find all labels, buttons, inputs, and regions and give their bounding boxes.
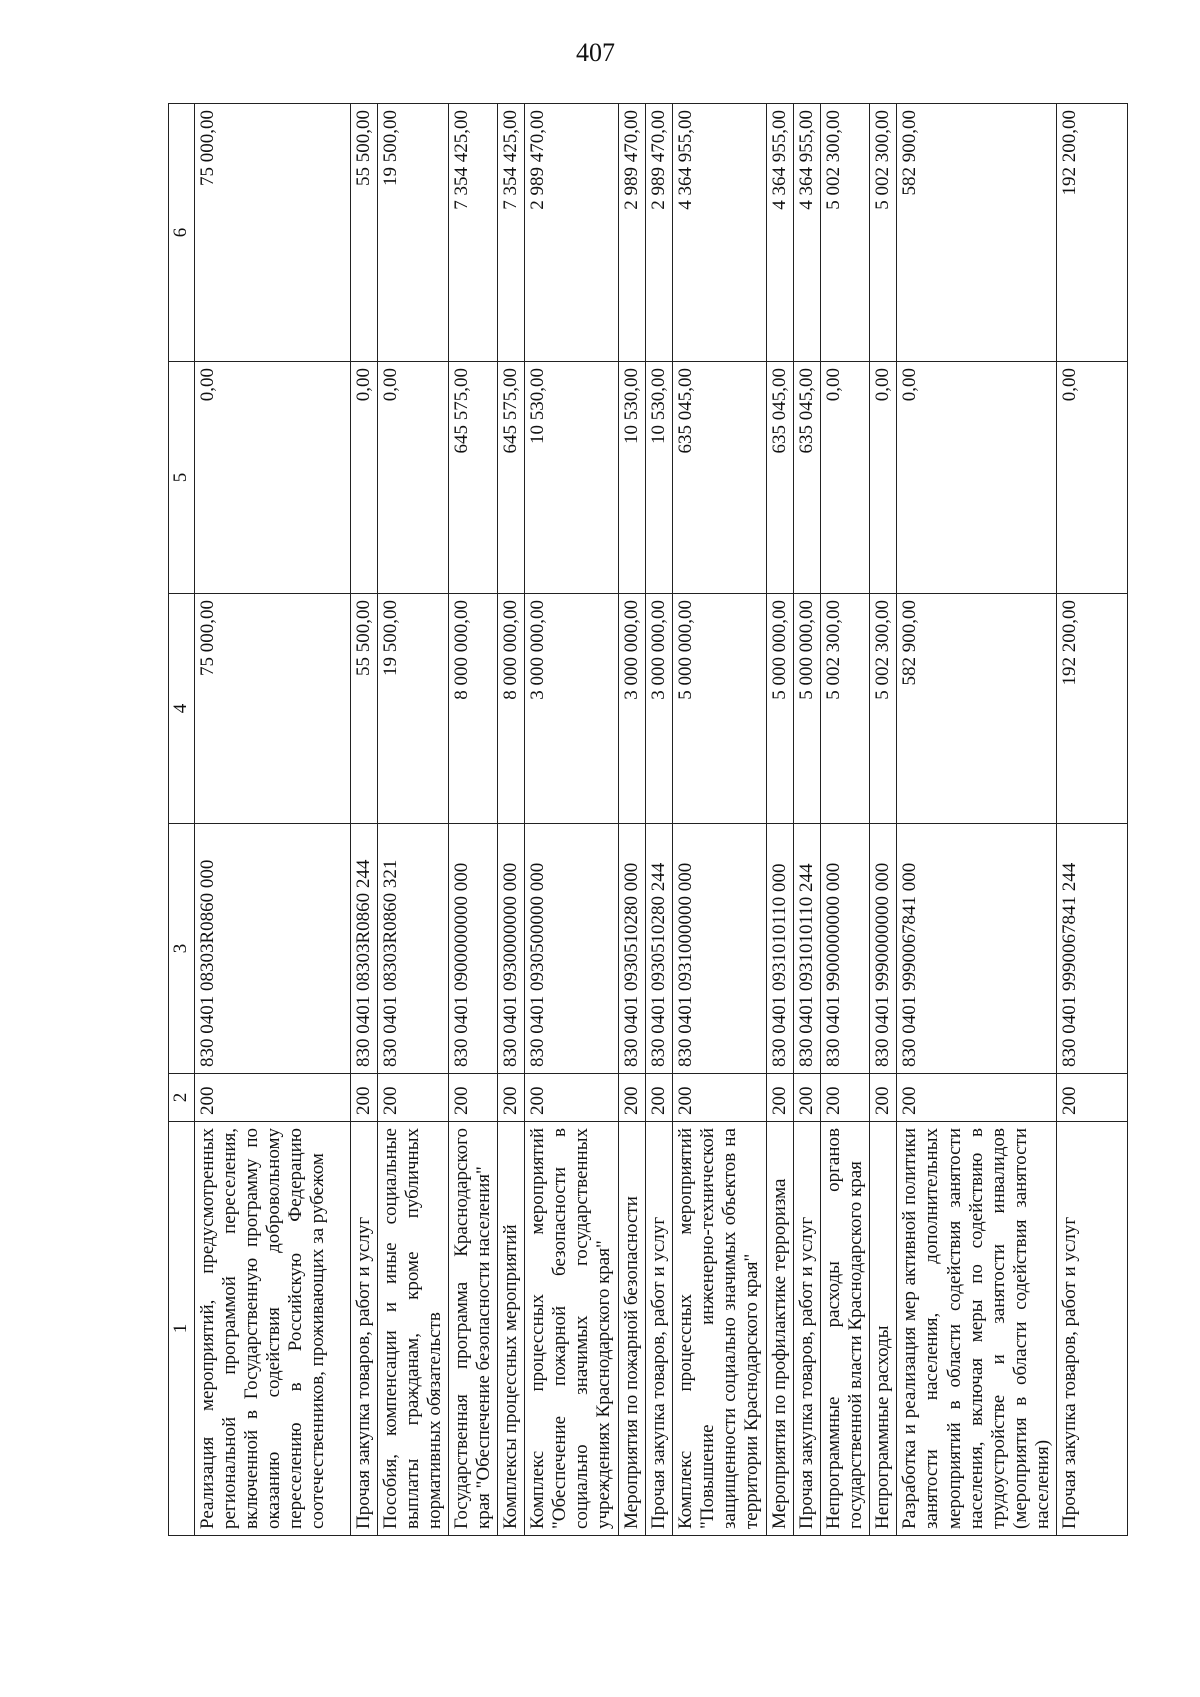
row-name: Разработка и реализация мер активной политики занятости населения, дополнительных мероприятий в области содействия занятости населения, включая меры по содействию в трудоустройстве и занятости инвалидов (мероприятия в области содействия занятости населения): [897, 1122, 1056, 1536]
row-col5: 10 530,00: [646, 362, 673, 594]
table-row: [794, 104, 821, 1536]
table-row: [498, 104, 525, 1536]
table-row: [767, 104, 794, 1536]
row-col4: 5 000 000,00: [794, 594, 821, 824]
row-col2: 200: [449, 1074, 498, 1122]
row-col5: 0,00: [378, 362, 449, 594]
row-col3: 830 0401 08303R0860 321: [378, 824, 449, 1074]
row-name: Пособия, компенсации и иные социальные выплаты гражданам, кроме публичных нормативных обязательств: [378, 1122, 449, 1536]
row-col5: 0,00: [1056, 362, 1127, 594]
table-row: [646, 104, 673, 1536]
row-name: Прочая закупка товаров, работ и услуг: [794, 1122, 821, 1536]
row-col6: 2 989 470,00: [646, 104, 673, 362]
row-col6: 7 354 425,00: [449, 104, 498, 362]
row-name: Прочая закупка товаров, работ и услуг: [646, 1122, 673, 1536]
table-row: [1056, 104, 1127, 1536]
row-col6: 55 500,00: [351, 104, 378, 362]
row-col4: 55 500,00: [351, 594, 378, 824]
row-col3: 830 0401 0930500000 000: [525, 824, 619, 1074]
row-col3: 830 0401 9990067841 244: [1056, 824, 1127, 1074]
row-col6: 19 500,00: [378, 104, 449, 362]
table-rotated-container: [168, 104, 1128, 1536]
row-col3: 830 0401 0931000000 000: [673, 824, 767, 1074]
row-col5: 635 045,00: [794, 362, 821, 594]
row-col4: 8 000 000,00: [498, 594, 525, 824]
row-col2: 200: [498, 1074, 525, 1122]
row-col3: 830 0401 0931010110 244: [794, 824, 821, 1074]
header-col-3: 3: [169, 824, 195, 1074]
table-row: [351, 104, 378, 1536]
row-col4: 5 000 000,00: [767, 594, 794, 824]
table-row: [449, 104, 498, 1536]
row-col4: 582 900,00: [897, 594, 1056, 824]
table-row: [673, 104, 767, 1536]
row-col6: 192 200,00: [1056, 104, 1127, 362]
row-col2: 200: [897, 1074, 1056, 1122]
row-col4: 5 002 300,00: [821, 594, 870, 824]
row-col6: 582 900,00: [897, 104, 1056, 362]
row-col5: 10 530,00: [619, 362, 646, 594]
row-col3: 830 0401 0930510280 244: [646, 824, 673, 1074]
header-col-2: 2: [169, 1074, 195, 1122]
header-col-5: 5: [169, 362, 195, 594]
row-col2: 200: [870, 1074, 897, 1122]
row-name: Мероприятия по пожарной безопасности: [619, 1122, 646, 1536]
row-col3: 830 0401 9990000000 000: [870, 824, 897, 1074]
row-name: Комплекс процессных мероприятий "Обеспечение пожарной безопасности в социально значимых государственных учреждениях Краснодарского края": [525, 1122, 619, 1536]
row-col2: 200: [525, 1074, 619, 1122]
row-col4: 3 000 000,00: [646, 594, 673, 824]
table-row: [821, 104, 870, 1536]
page-number: 407: [576, 38, 615, 67]
row-col2: 200: [1056, 1074, 1127, 1122]
row-col3: 830 0401 0931010110 000: [767, 824, 794, 1074]
row-name: Непрограммные расходы: [870, 1122, 897, 1536]
row-col6: 4 364 955,00: [673, 104, 767, 362]
row-col6: 4 364 955,00: [794, 104, 821, 362]
row-col4: 3 000 000,00: [619, 594, 646, 824]
row-col5: 0,00: [195, 362, 351, 594]
row-col4: 75 000,00: [195, 594, 351, 824]
row-name: Комплексы процессных мероприятий: [498, 1122, 525, 1536]
row-name: Прочая закупка товаров, работ и услуг: [351, 1122, 378, 1536]
row-col5: 0,00: [870, 362, 897, 594]
row-col6: 5 002 300,00: [821, 104, 870, 362]
table-row: [525, 104, 619, 1536]
row-col6: 75 000,00: [195, 104, 351, 362]
table-row: [870, 104, 897, 1536]
row-col4: 5 002 300,00: [870, 594, 897, 824]
table-row: [897, 104, 1056, 1536]
row-col4: 19 500,00: [378, 594, 449, 824]
row-col5: 645 575,00: [498, 362, 525, 594]
table-row: [195, 104, 351, 1536]
row-col2: 200: [821, 1074, 870, 1122]
row-name: Государственная программа Краснодарского края "Обеспечение безопасности населения": [449, 1122, 498, 1536]
row-name: Комплекс процессных мероприятий "Повышение инженерно-технической защищенности социально значимых объектов на территории Краснодарского края": [673, 1122, 767, 1536]
row-col3: 830 0401 0930510280 000: [619, 824, 646, 1074]
row-col3: 830 0401 9900000000 000: [821, 824, 870, 1074]
row-name: Мероприятия по профилактике терроризма: [767, 1122, 794, 1536]
row-col5: 0,00: [821, 362, 870, 594]
row-col4: 8 000 000,00: [449, 594, 498, 824]
row-col5: 0,00: [897, 362, 1056, 594]
row-col6: 2 989 470,00: [619, 104, 646, 362]
row-name: Прочая закупка товаров, работ и услуг: [1056, 1122, 1127, 1536]
row-col6: 7 354 425,00: [498, 104, 525, 362]
row-col2: 200: [646, 1074, 673, 1122]
budget-table: [168, 103, 1128, 1536]
row-col6: 5 002 300,00: [870, 104, 897, 362]
row-col3: 830 0401 0930000000 000: [498, 824, 525, 1074]
header-col-6: 6: [169, 104, 195, 362]
row-col5: 0,00: [351, 362, 378, 594]
row-col2: 200: [619, 1074, 646, 1122]
row-name: Реализация мероприятий, предусмотренных региональной программой переселения, включенной в Государственную программу по оказанию содействия добровольному переселению в Российскую Федерацию соотечественников, проживающих за рубежом: [195, 1122, 351, 1536]
row-col2: 200: [378, 1074, 449, 1122]
row-col4: 3 000 000,00: [525, 594, 619, 824]
row-col5: 635 045,00: [673, 362, 767, 594]
row-col4: 5 000 000,00: [673, 594, 767, 824]
header-col-1: 1: [169, 1122, 195, 1536]
row-col6: 2 989 470,00: [525, 104, 619, 362]
row-col2: 200: [673, 1074, 767, 1122]
table-row: [619, 104, 646, 1536]
row-col3: 830 0401 08303R0860 000: [195, 824, 351, 1074]
row-col2: 200: [195, 1074, 351, 1122]
row-name: Непрограммные расходы органов государственной власти Краснодарского края: [821, 1122, 870, 1536]
row-col5: 10 530,00: [525, 362, 619, 594]
row-col5: 645 575,00: [449, 362, 498, 594]
row-col2: 200: [351, 1074, 378, 1122]
row-col3: 830 0401 08303R0860 244: [351, 824, 378, 1074]
row-col6: 4 364 955,00: [767, 104, 794, 362]
header-col-4: 4: [169, 594, 195, 824]
table-row: [378, 104, 449, 1536]
row-col2: 200: [767, 1074, 794, 1122]
row-col3: 830 0401 9990067841 000: [897, 824, 1056, 1074]
row-col3: 830 0401 0900000000 000: [449, 824, 498, 1074]
row-col2: 200: [794, 1074, 821, 1122]
header-row: [169, 104, 195, 1536]
row-col5: 635 045,00: [767, 362, 794, 594]
row-col4: 192 200,00: [1056, 594, 1127, 824]
